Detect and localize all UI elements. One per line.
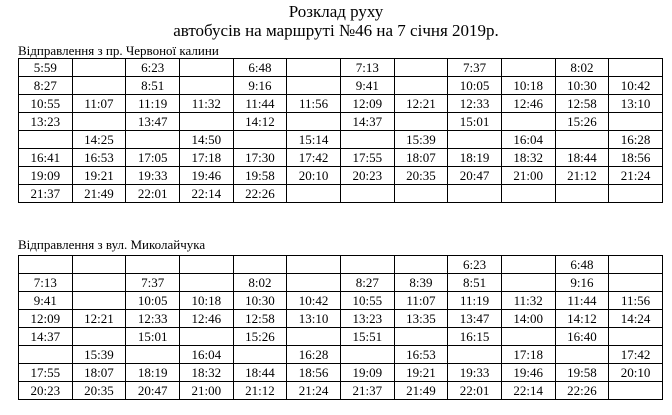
- time-cell: 18:32: [179, 364, 233, 382]
- schedule-table-1: [18, 58, 663, 203]
- time-cell: 20:10: [287, 167, 341, 185]
- time-cell: [501, 328, 555, 346]
- time-cell: 18:32: [501, 149, 555, 167]
- time-cell: 10:55: [340, 292, 394, 310]
- time-cell: [233, 131, 287, 149]
- time-cell: [394, 113, 448, 131]
- time-cell: [340, 185, 394, 203]
- schedule-table-2: [18, 255, 663, 400]
- time-cell: 13:47: [448, 310, 502, 328]
- time-cell: 19:33: [126, 167, 180, 185]
- time-cell: 11:44: [233, 95, 287, 113]
- time-cell: 6:48: [233, 59, 287, 77]
- time-cell: 10:18: [501, 77, 555, 95]
- time-cell: 19:09: [19, 167, 73, 185]
- time-cell: [287, 59, 341, 77]
- time-cell: 15:14: [287, 131, 341, 149]
- time-cell: 13:35: [394, 310, 448, 328]
- time-cell: 16:40: [555, 328, 609, 346]
- time-cell: 6:23: [126, 59, 180, 77]
- time-cell: 8:27: [340, 274, 394, 292]
- time-cell: 17:42: [609, 346, 663, 364]
- time-cell: 16:41: [19, 149, 73, 167]
- time-cell: [340, 346, 394, 364]
- table-row: [19, 77, 663, 95]
- time-cell: 15:26: [233, 328, 287, 346]
- time-cell: [126, 346, 180, 364]
- time-cell: 22:26: [233, 185, 287, 203]
- time-cell: [179, 256, 233, 274]
- time-cell: 8:02: [555, 59, 609, 77]
- time-cell: 11:56: [609, 292, 663, 310]
- time-cell: 21:00: [179, 382, 233, 400]
- time-cell: 10:42: [609, 77, 663, 95]
- time-cell: 14:50: [179, 131, 233, 149]
- time-cell: [555, 185, 609, 203]
- time-cell: [72, 113, 126, 131]
- time-cell: 19:21: [72, 167, 126, 185]
- time-cell: 16:04: [179, 346, 233, 364]
- time-cell: 17:30: [233, 149, 287, 167]
- table-row: [19, 95, 663, 113]
- table-row: [19, 292, 663, 310]
- time-cell: [287, 113, 341, 131]
- time-cell: [555, 346, 609, 364]
- time-cell: [501, 185, 555, 203]
- time-cell: 21:24: [287, 382, 341, 400]
- time-cell: 15:39: [72, 346, 126, 364]
- time-cell: 11:19: [126, 95, 180, 113]
- time-cell: 12:21: [72, 310, 126, 328]
- time-cell: 9:16: [555, 274, 609, 292]
- time-cell: 10:18: [179, 292, 233, 310]
- time-cell: 16:28: [287, 346, 341, 364]
- time-cell: [287, 274, 341, 292]
- time-cell: [126, 131, 180, 149]
- time-cell: 19:58: [555, 364, 609, 382]
- time-cell: [287, 256, 341, 274]
- time-cell: 10:55: [19, 95, 73, 113]
- table-row: [19, 328, 663, 346]
- time-cell: 21:37: [19, 185, 73, 203]
- time-cell: 17:18: [501, 346, 555, 364]
- time-cell: 11:07: [72, 95, 126, 113]
- time-cell: 9:41: [340, 77, 394, 95]
- time-cell: 20:35: [72, 382, 126, 400]
- table-row: [19, 113, 663, 131]
- time-cell: 11:32: [179, 95, 233, 113]
- time-cell: [609, 274, 663, 292]
- time-cell: [394, 328, 448, 346]
- time-cell: 13:47: [126, 113, 180, 131]
- time-cell: [287, 328, 341, 346]
- time-cell: 18:44: [555, 149, 609, 167]
- time-cell: 16:53: [72, 149, 126, 167]
- time-cell: [501, 274, 555, 292]
- time-cell: 19:46: [179, 167, 233, 185]
- time-cell: 12:09: [340, 95, 394, 113]
- time-cell: [233, 256, 287, 274]
- time-cell: [72, 328, 126, 346]
- table-row: [19, 274, 663, 292]
- time-cell: 10:42: [287, 292, 341, 310]
- time-cell: 11:56: [287, 95, 341, 113]
- time-cell: 14:37: [19, 328, 73, 346]
- time-cell: [179, 59, 233, 77]
- time-cell: 9:41: [19, 292, 73, 310]
- time-cell: 20:23: [19, 382, 73, 400]
- time-cell: 18:44: [233, 364, 287, 382]
- time-cell: 18:56: [287, 364, 341, 382]
- time-cell: 14:25: [72, 131, 126, 149]
- time-cell: 12:21: [394, 95, 448, 113]
- time-cell: 21:12: [555, 167, 609, 185]
- time-cell: 13:23: [19, 113, 73, 131]
- time-cell: [72, 274, 126, 292]
- table-row: [19, 149, 663, 167]
- time-cell: 12:58: [233, 310, 287, 328]
- time-cell: 11:07: [394, 292, 448, 310]
- time-cell: 15:51: [340, 328, 394, 346]
- page-title: Розклад руху: [288, 2, 384, 21]
- time-cell: [179, 113, 233, 131]
- time-cell: 15:26: [555, 113, 609, 131]
- time-cell: [126, 256, 180, 274]
- time-cell: 6:48: [555, 256, 609, 274]
- time-cell: 19:46: [501, 364, 555, 382]
- time-cell: 22:14: [179, 185, 233, 203]
- time-cell: 7:37: [126, 274, 180, 292]
- time-cell: 7:13: [19, 274, 73, 292]
- time-cell: 17:55: [340, 149, 394, 167]
- time-cell: 6:23: [448, 256, 502, 274]
- time-cell: 20:10: [609, 364, 663, 382]
- time-cell: 9:16: [233, 77, 287, 95]
- time-cell: [501, 59, 555, 77]
- time-cell: [287, 77, 341, 95]
- time-cell: 19:33: [448, 364, 502, 382]
- time-cell: 12:46: [179, 310, 233, 328]
- time-cell: 15:39: [394, 131, 448, 149]
- time-cell: 22:26: [555, 382, 609, 400]
- table-row: [19, 382, 663, 400]
- time-cell: 20:47: [126, 382, 180, 400]
- time-cell: [609, 382, 663, 400]
- time-cell: 14:37: [340, 113, 394, 131]
- time-cell: 19:21: [394, 364, 448, 382]
- time-cell: 21:49: [394, 382, 448, 400]
- time-cell: 16:53: [394, 346, 448, 364]
- time-cell: 8:02: [233, 274, 287, 292]
- time-cell: 14:00: [501, 310, 555, 328]
- time-cell: 18:19: [126, 364, 180, 382]
- time-cell: [394, 256, 448, 274]
- time-cell: [19, 131, 73, 149]
- time-cell: 12:46: [501, 95, 555, 113]
- time-cell: [72, 292, 126, 310]
- table-row: [19, 256, 663, 274]
- time-cell: 12:33: [448, 95, 502, 113]
- time-cell: 21:00: [501, 167, 555, 185]
- time-cell: 8:51: [448, 274, 502, 292]
- time-cell: 20:23: [340, 167, 394, 185]
- time-cell: [609, 113, 663, 131]
- time-cell: 14:12: [555, 310, 609, 328]
- time-cell: 13:23: [340, 310, 394, 328]
- time-cell: 17:05: [126, 149, 180, 167]
- time-cell: 16:04: [501, 131, 555, 149]
- time-cell: [19, 256, 73, 274]
- time-cell: [609, 256, 663, 274]
- time-cell: 10:30: [233, 292, 287, 310]
- time-cell: 20:35: [394, 167, 448, 185]
- time-cell: 5:59: [19, 59, 73, 77]
- time-cell: [609, 185, 663, 203]
- time-cell: 17:18: [179, 149, 233, 167]
- time-cell: 11:44: [555, 292, 609, 310]
- table-row: [19, 131, 663, 149]
- time-cell: 22:01: [126, 185, 180, 203]
- time-cell: 8:51: [126, 77, 180, 95]
- time-cell: 12:09: [19, 310, 73, 328]
- time-cell: [179, 77, 233, 95]
- time-cell: [72, 59, 126, 77]
- page-subtitle: автобусів на маршруті №46 на 7 січня 2019р.: [173, 21, 499, 40]
- time-cell: [340, 131, 394, 149]
- time-cell: 22:14: [501, 382, 555, 400]
- time-cell: 15:01: [448, 113, 502, 131]
- time-cell: [609, 59, 663, 77]
- time-cell: 16:28: [609, 131, 663, 149]
- time-cell: [609, 328, 663, 346]
- time-cell: [394, 59, 448, 77]
- time-cell: 10:05: [126, 292, 180, 310]
- table-row: [19, 185, 663, 203]
- time-cell: [233, 346, 287, 364]
- time-cell: [501, 113, 555, 131]
- time-cell: 17:42: [287, 149, 341, 167]
- time-cell: 19:09: [340, 364, 394, 382]
- time-cell: 21:12: [233, 382, 287, 400]
- time-cell: 11:32: [501, 292, 555, 310]
- time-cell: 18:07: [72, 364, 126, 382]
- time-cell: 11:19: [448, 292, 502, 310]
- time-cell: 8:39: [394, 274, 448, 292]
- table-row: [19, 346, 663, 364]
- time-cell: 12:33: [126, 310, 180, 328]
- table-row: [19, 364, 663, 382]
- table-row: [19, 310, 663, 328]
- time-cell: 22:01: [448, 382, 502, 400]
- time-cell: 14:24: [609, 310, 663, 328]
- time-cell: 14:12: [233, 113, 287, 131]
- time-cell: [19, 346, 73, 364]
- time-cell: [448, 131, 502, 149]
- time-cell: [448, 346, 502, 364]
- table-row: [19, 167, 663, 185]
- time-cell: [394, 77, 448, 95]
- time-cell: [72, 77, 126, 95]
- time-cell: 18:56: [609, 149, 663, 167]
- time-cell: 19:58: [233, 167, 287, 185]
- time-cell: 17:55: [19, 364, 73, 382]
- time-cell: [287, 185, 341, 203]
- time-cell: 18:07: [394, 149, 448, 167]
- time-cell: 7:37: [448, 59, 502, 77]
- time-cell: 13:10: [609, 95, 663, 113]
- time-cell: 15:01: [126, 328, 180, 346]
- time-cell: 10:05: [448, 77, 502, 95]
- time-cell: [394, 185, 448, 203]
- time-cell: 18:19: [448, 149, 502, 167]
- section1-caption: Відправлення з пр. Червоної калини: [18, 43, 219, 58]
- time-cell: 16:15: [448, 328, 502, 346]
- time-cell: [501, 256, 555, 274]
- time-cell: 12:58: [555, 95, 609, 113]
- time-cell: 20:47: [448, 167, 502, 185]
- time-cell: [340, 256, 394, 274]
- section2-caption: Відправлення з вул. Миколайчука: [18, 237, 206, 252]
- time-cell: 21:37: [340, 382, 394, 400]
- time-cell: [448, 185, 502, 203]
- time-cell: [179, 274, 233, 292]
- time-cell: 21:49: [72, 185, 126, 203]
- time-cell: [72, 256, 126, 274]
- time-cell: [179, 328, 233, 346]
- time-cell: 8:27: [19, 77, 73, 95]
- time-cell: 13:10: [287, 310, 341, 328]
- time-cell: 21:24: [609, 167, 663, 185]
- time-cell: 10:30: [555, 77, 609, 95]
- table-row: [19, 59, 663, 77]
- time-cell: 7:13: [340, 59, 394, 77]
- time-cell: [555, 131, 609, 149]
